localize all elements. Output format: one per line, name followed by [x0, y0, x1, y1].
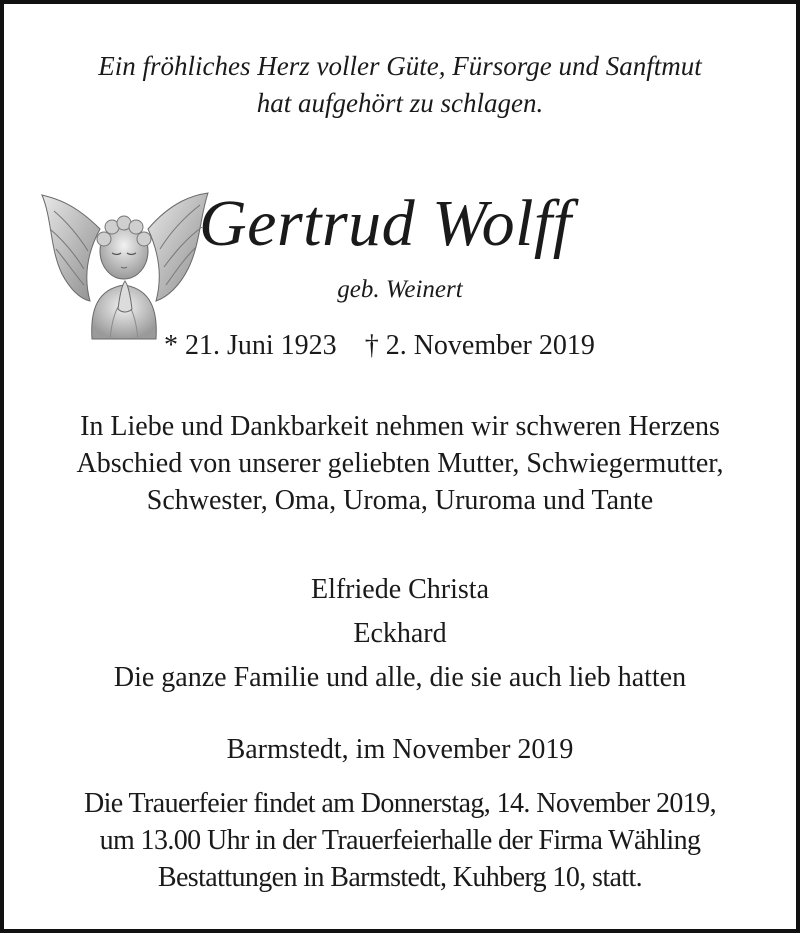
opening-quote	[4, 48, 796, 122]
intro-line-2: Abschied von unserer geliebten Mutter, Schwiegermutter,	[76, 448, 724, 479]
funeral-service-info	[4, 785, 796, 896]
deceased-name: Gertrud Wolff	[199, 187, 572, 260]
intro-line-3: Schwester, Oma, Uroma, Ururoma und Tante	[146, 485, 654, 516]
death-date: † 2. November 2019	[364, 330, 595, 361]
intro-paragraph	[4, 408, 796, 519]
birth-date: * 21. Juni 1923	[164, 330, 337, 361]
intro-line-1: In Liebe und Dankbarkeit nehmen wir schweren Herzens	[80, 411, 720, 442]
quote-line-2: hat aufgehört zu schlagen.	[256, 88, 544, 118]
maiden-name: geb. Weinert	[337, 276, 463, 303]
mourners-list	[4, 568, 796, 700]
quote-line-1: Ein fröhliches Herz voller Güte, Fürsorge und Sanftmut	[98, 51, 702, 81]
mourner-2: Eckhard	[353, 618, 447, 649]
mourner-1: Elfriede Christa	[310, 574, 490, 605]
praying-angel-icon	[40, 189, 210, 344]
life-dates	[164, 327, 796, 365]
service-line-1: Die Trauerfeier findet am Donnerstag, 14. November 2019,	[83, 788, 716, 819]
service-line-3: Bestattungen in Barmstedt, Kuhberg 10, statt.	[157, 862, 643, 893]
service-line-2: um 13.00 Uhr in der Trauerfeierhalle der Firma Wähling	[99, 825, 701, 856]
place-date: Barmstedt, im November 2019	[226, 734, 574, 765]
mourner-3: Die ganze Familie und alle, die sie auch lieb hatten	[113, 662, 687, 693]
